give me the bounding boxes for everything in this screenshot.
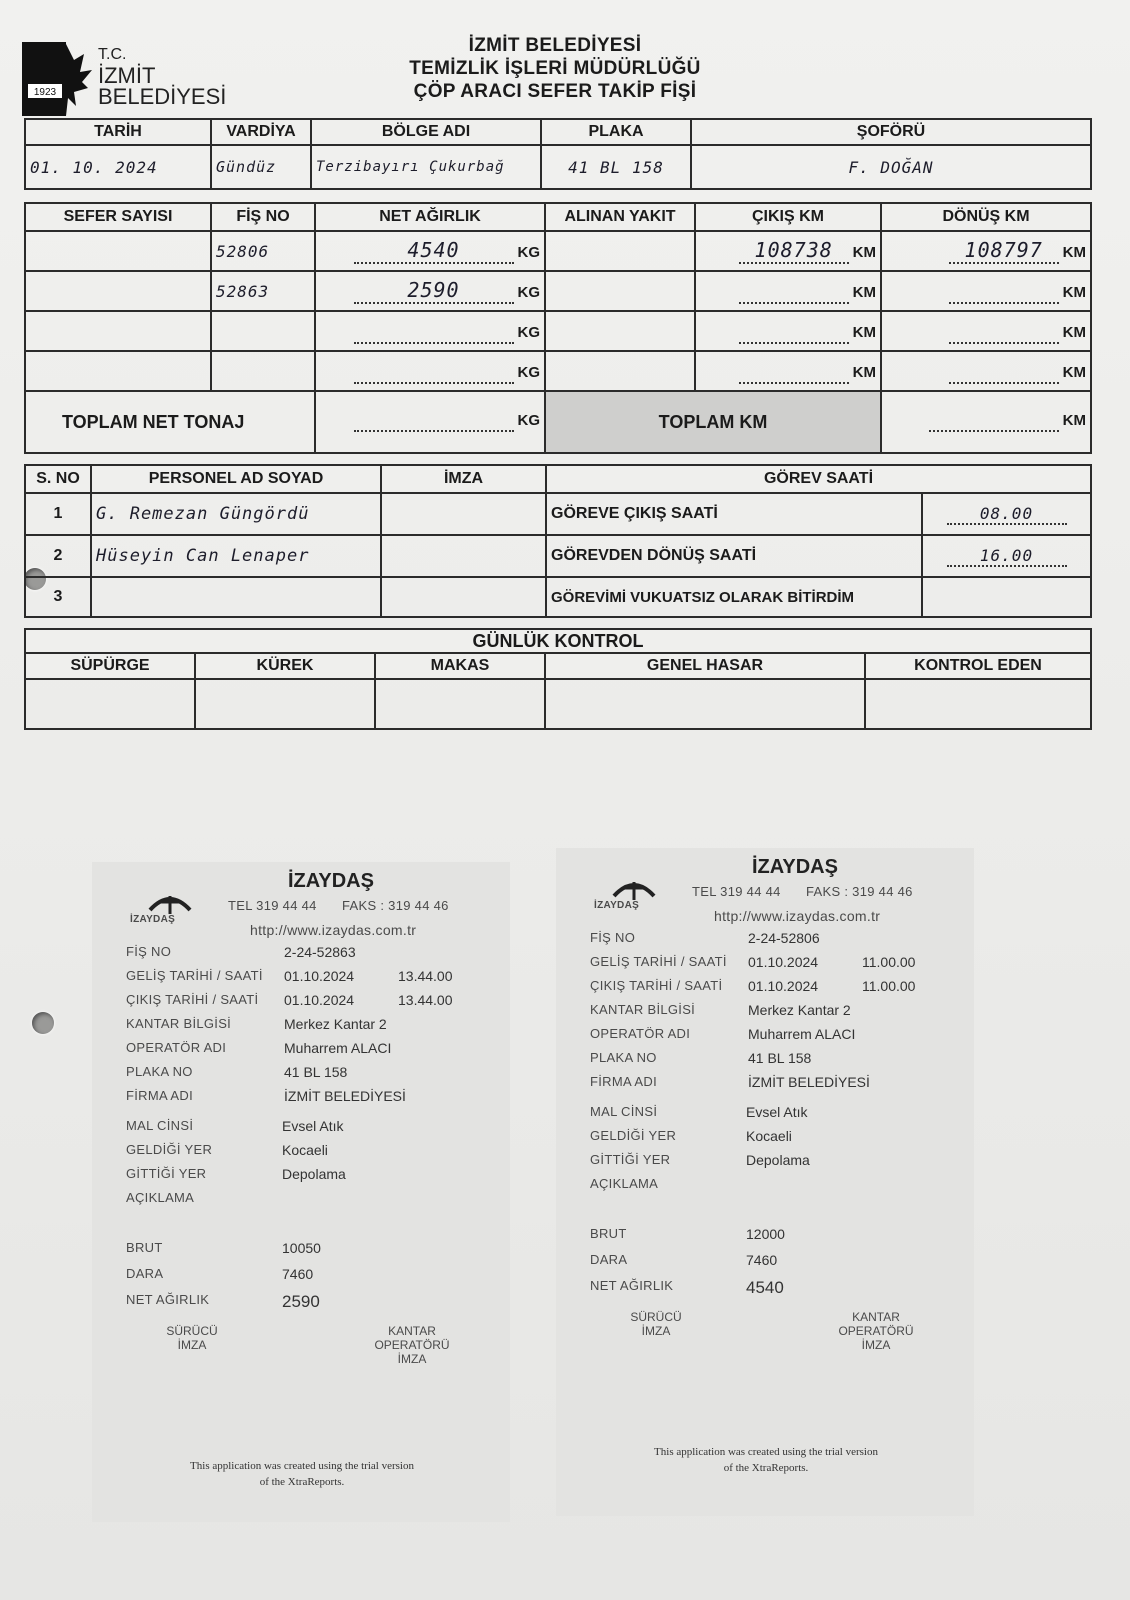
ticket-label: GELDİĞİ YER — [590, 1128, 677, 1143]
trip-sefer — [25, 271, 211, 311]
trip-cikis-km-unit: KM — [852, 324, 876, 341]
trip-yakit — [545, 311, 695, 351]
weigh-ticket — [556, 848, 974, 1516]
trip-cikis-km — [695, 311, 881, 351]
ticket-label: MAL CİNSİ — [126, 1118, 194, 1133]
ticket-label: FİRMA ADI — [126, 1088, 193, 1103]
ticket-label: KANTAR BİLGİSİ — [126, 1016, 232, 1031]
ticket-label: DARA — [126, 1266, 164, 1281]
value-bolge: Terzibayırı Çukurbağ — [311, 145, 541, 189]
col-vardiya: VARDİYA — [211, 119, 311, 145]
title-line-3: ÇÖP ARACI SEFER TAKİP FİŞİ — [413, 81, 697, 102]
ticket-label: NET AĞIRLIK — [590, 1278, 674, 1293]
ticket-time: 13.44.00 — [398, 968, 453, 984]
ticket-label: FİRMA ADI — [590, 1074, 657, 1089]
trip-cikis-km-unit: KM — [852, 284, 876, 301]
ticket-logo-text: İZAYDAŞ — [594, 900, 640, 911]
ticket-label: GELİŞ TARİHİ / SAATİ — [126, 968, 263, 983]
total-ton-label: TOPLAM NET TONAJ — [25, 391, 315, 453]
trip-donus-km-unit: KM — [1062, 284, 1086, 301]
ticket-value: Evsel Atık — [746, 1104, 808, 1120]
trip-net — [315, 271, 545, 311]
total-km-unit: KM — [1062, 412, 1086, 429]
total-km-value — [881, 391, 1091, 453]
ticket-value: 10050 — [282, 1240, 321, 1256]
ticket-driver-signature: SÜRÜCÜ İMZA — [166, 1324, 218, 1352]
ticket-value: İZMİT BELEDİYESİ — [748, 1074, 870, 1090]
total-km-line — [929, 412, 1059, 432]
title-line-2: TEMİZLİK İŞLERİ MÜDÜRLÜĞÜ — [409, 58, 701, 79]
ticket-company: İZAYDAŞ — [288, 870, 374, 892]
ticket-label: FİŞ NO — [590, 930, 636, 945]
personnel-sign-1 — [381, 493, 546, 535]
col-tarih: TARİH — [25, 119, 211, 145]
trip-cikis-km-value — [739, 278, 849, 304]
ticket-tel: TEL 319 44 44 — [692, 884, 781, 899]
ticket-footer-line-1: This application was created using the trial version — [654, 1446, 878, 1458]
ticket-value: Depolama — [746, 1152, 810, 1168]
ticket-label: NET AĞIRLIK — [126, 1292, 210, 1307]
trip-fis-no — [211, 351, 315, 391]
ticket-time: 13.44.00 — [398, 992, 453, 1008]
ticket-label: GİTTİĞİ YER — [590, 1152, 671, 1167]
ticket-tel: TEL 319 44 44 — [228, 898, 317, 913]
ticket-company: İZAYDAŞ — [752, 856, 838, 878]
trip-fis-no: 52806 — [211, 231, 315, 271]
ticket-label: PLAKA NO — [590, 1050, 657, 1065]
trip-net-unit: KG — [517, 324, 540, 341]
trip-cikis-km-value: 108738 — [739, 238, 849, 264]
personnel-name-1: G. Remezan Güngördü — [91, 493, 381, 535]
ticket-value: 2-24-52863 — [284, 944, 356, 960]
trip-fis-no — [211, 311, 315, 351]
col-fis-no: FİŞ NO — [211, 203, 315, 231]
cell-makas — [375, 679, 545, 729]
trip-row — [25, 351, 1091, 391]
cell-supurge — [25, 679, 195, 729]
ticket-footer-line-2: of the XtraReports. — [723, 1462, 809, 1474]
personnel-sign-3 — [381, 577, 546, 617]
ticket-label: AÇIKLAMA — [590, 1176, 659, 1191]
ticket-value: Merkez Kantar 2 — [748, 1002, 851, 1018]
punch-hole — [32, 1012, 54, 1034]
ticket-label: OPERATÖR ADI — [126, 1040, 227, 1055]
trip-net — [315, 351, 545, 391]
ticket-driver-signature: SÜRÜCÜ İMZA — [630, 1310, 682, 1338]
trip-row — [25, 231, 1091, 271]
ticket-label: DARA — [590, 1252, 628, 1267]
ticket-value: Muharrem ALACI — [748, 1026, 856, 1042]
ticket-operator-signature: KANTAR OPERATÖRÜ İMZA — [838, 1310, 914, 1352]
ticket-value: 01.10.2024 — [284, 968, 355, 984]
trip-donus-km-value — [949, 278, 1059, 304]
gorev-donus-value: 16.00 — [922, 535, 1091, 577]
trip-net — [315, 311, 545, 351]
ticket-label: KANTAR BİLGİSİ — [590, 1002, 696, 1017]
col-bolge: BÖLGE ADI — [311, 119, 541, 145]
ticket-value: 4540 — [746, 1278, 784, 1297]
trip-net-unit: KG — [517, 364, 540, 381]
trip-donus-km — [881, 311, 1091, 351]
trip-row — [25, 311, 1091, 351]
trip-rows — [25, 231, 1091, 391]
trip-cikis-km — [695, 351, 881, 391]
trip-donus-km — [881, 351, 1091, 391]
col-makas: MAKAS — [375, 653, 545, 679]
personnel-no-3: 3 — [25, 577, 91, 617]
daily-control-table — [24, 628, 1092, 730]
ticket-label: AÇIKLAMA — [126, 1190, 195, 1205]
personnel-name-3 — [91, 577, 381, 617]
trip-sefer — [25, 231, 211, 271]
brand-city: İZMİT — [98, 63, 156, 88]
ticket-web: http://www.izaydas.com.tr — [714, 908, 881, 924]
ticket-label: MAL CİNSİ — [590, 1104, 658, 1119]
total-km-label: TOPLAM KM — [545, 391, 881, 453]
ticket-value: 01.10.2024 — [748, 954, 819, 970]
ticket-value: İZMİT BELEDİYESİ — [284, 1088, 406, 1104]
trip-cikis-km — [695, 231, 881, 271]
col-sofor: ŞOFÖRÜ — [691, 119, 1091, 145]
ticket-label: BRUT — [590, 1226, 627, 1241]
ticket-operator-signature: KANTAR OPERATÖRÜ İMZA — [374, 1324, 450, 1366]
col-alinan-yakit: ALINAN YAKIT — [545, 203, 695, 231]
trip-cikis-km-value — [739, 358, 849, 384]
ticket-time: 11.00.00 — [862, 954, 916, 970]
personnel-sign-2 — [381, 535, 546, 577]
col-imza: İMZA — [381, 465, 546, 493]
personnel-no-2: 2 — [25, 535, 91, 577]
ticket-footer-line-2: of the XtraReports. — [259, 1476, 345, 1488]
ticket-value: 7460 — [282, 1266, 314, 1282]
trip-cikis-km-unit: KM — [852, 364, 876, 381]
total-ton-value — [315, 391, 545, 453]
ticket-faks: FAKS : 319 44 46 — [342, 898, 449, 913]
col-sefer-sayisi: SEFER SAYISI — [25, 203, 211, 231]
header-info-table — [24, 118, 1092, 190]
total-ton-line — [354, 412, 514, 432]
total-ton-unit: KG — [517, 412, 540, 429]
trip-sefer — [25, 311, 211, 351]
trip-net-value: 4540 — [354, 238, 514, 264]
ticket-value: 01.10.2024 — [284, 992, 355, 1008]
value-sofor: F. DOĞAN — [691, 145, 1091, 189]
cell-kurek — [195, 679, 375, 729]
trip-yakit — [545, 351, 695, 391]
ticket-label: BRUT — [126, 1240, 163, 1255]
cell-kontrol-eden — [865, 679, 1091, 729]
col-net-agirlik: NET AĞIRLIK — [315, 203, 545, 231]
value-plaka: 41 BL 158 — [541, 145, 691, 189]
ticket-value: Muharrem ALACI — [284, 1040, 392, 1056]
document-title — [330, 34, 780, 103]
personnel-no-1: 1 — [25, 493, 91, 535]
ticket-label: ÇIKIŞ TARİHİ / SAATİ — [126, 992, 259, 1007]
trip-fis-no: 52863 — [211, 271, 315, 311]
ticket-value: 2-24-52806 — [748, 930, 820, 946]
ticket-value: 41 BL 158 — [284, 1064, 348, 1080]
gorev-donus-label: GÖREVDEN DÖNÜŞ SAATİ — [546, 535, 922, 577]
weigh-ticket — [92, 862, 510, 1522]
ticket-value: 01.10.2024 — [748, 978, 819, 994]
ticket-value: Evsel Atık — [282, 1118, 344, 1134]
trip-yakit — [545, 231, 695, 271]
ticket-value: 41 BL 158 — [748, 1050, 812, 1066]
ticket-value: 2590 — [282, 1292, 320, 1311]
col-kurek: KÜREK — [195, 653, 375, 679]
col-supurge: SÜPÜRGE — [25, 653, 195, 679]
ticket-value: Depolama — [282, 1166, 346, 1182]
ticket-logo-text: İZAYDAŞ — [130, 914, 176, 925]
col-cikis-km: ÇIKIŞ KM — [695, 203, 881, 231]
gorev-cikis-value: 08.00 — [922, 493, 1091, 535]
ticket-value: 7460 — [746, 1252, 778, 1268]
ticket-label: GELİŞ TARİHİ / SAATİ — [590, 954, 727, 969]
value-vardiya: Gündüz — [211, 145, 311, 189]
trip-net-value — [354, 358, 514, 384]
col-donus-km: DÖNÜŞ KM — [881, 203, 1091, 231]
trips-table — [24, 202, 1092, 454]
trip-net-value: 2590 — [354, 278, 514, 304]
title-line-1: İZMİT BELEDİYESİ — [468, 35, 642, 56]
col-plaka: PLAKA — [541, 119, 691, 145]
brand-org: BELEDİYESİ — [98, 84, 227, 109]
brand-tc: T.C. — [98, 46, 127, 63]
svg-text:1923: 1923 — [33, 87, 57, 98]
trip-net-unit: KG — [517, 244, 540, 261]
value-tarih: 01. 10. 2024 — [25, 145, 211, 189]
ticket-value: Kocaeli — [282, 1142, 328, 1158]
personnel-table — [24, 464, 1092, 618]
ticket-value: 12000 — [746, 1226, 785, 1242]
trip-donus-km-value: 108797 — [949, 238, 1059, 264]
vukuatsiz-value — [922, 577, 1091, 617]
gorev-cikis-label: GÖREVE ÇIKIŞ SAATİ — [546, 493, 922, 535]
ticket-footer-line-1: This application was created using the trial version — [190, 1460, 414, 1472]
ticket-time: 11.00.00 — [862, 978, 916, 994]
trip-donus-km — [881, 271, 1091, 311]
trip-sefer — [25, 351, 211, 391]
col-personel: PERSONEL AD SOYAD — [91, 465, 381, 493]
trip-row — [25, 271, 1091, 311]
ticket-label: ÇIKIŞ TARİHİ / SAATİ — [590, 978, 723, 993]
izmit-maple-leaf-logo — [22, 42, 92, 116]
ticket-value: Kocaeli — [746, 1128, 792, 1144]
trip-cikis-km — [695, 271, 881, 311]
trip-donus-km-unit: KM — [1062, 244, 1086, 261]
ticket-web: http://www.izaydas.com.tr — [250, 922, 417, 938]
cell-genel-hasar — [545, 679, 865, 729]
daily-control-title: GÜNLÜK KONTROL — [25, 629, 1091, 653]
trip-net-unit: KG — [517, 284, 540, 301]
col-gorev-saati: GÖREV SAATİ — [546, 465, 1091, 493]
col-sno: S. NO — [25, 465, 91, 493]
ticket-label: FİŞ NO — [126, 944, 172, 959]
brand-text — [98, 44, 226, 107]
trip-cikis-km-unit: KM — [852, 244, 876, 261]
trip-net-value — [354, 318, 514, 344]
ticket-label: OPERATÖR ADI — [590, 1026, 691, 1041]
trip-donus-km-unit: KM — [1062, 364, 1086, 381]
trip-donus-km-value — [949, 318, 1059, 344]
trip-form — [24, 118, 1092, 730]
ticket-value: Merkez Kantar 2 — [284, 1016, 387, 1032]
col-genel-hasar: GENEL HASAR — [545, 653, 865, 679]
ticket-label: GİTTİĞİ YER — [126, 1166, 207, 1181]
trip-donus-km-value — [949, 358, 1059, 384]
ticket-faks: FAKS : 319 44 46 — [806, 884, 913, 899]
personnel-name-2: Hüseyin Can Lenaper — [91, 535, 381, 577]
col-kontrol-eden: KONTROL EDEN — [865, 653, 1091, 679]
ticket-label: PLAKA NO — [126, 1064, 193, 1079]
trip-donus-km — [881, 231, 1091, 271]
trip-net — [315, 231, 545, 271]
vukuatsiz-label: GÖREVİMİ VUKUATSIZ OLARAK BİTİRDİM — [546, 577, 922, 617]
ticket-label: GELDİĞİ YER — [126, 1142, 213, 1157]
trip-yakit — [545, 271, 695, 311]
trip-donus-km-unit: KM — [1062, 324, 1086, 341]
trip-cikis-km-value — [739, 318, 849, 344]
